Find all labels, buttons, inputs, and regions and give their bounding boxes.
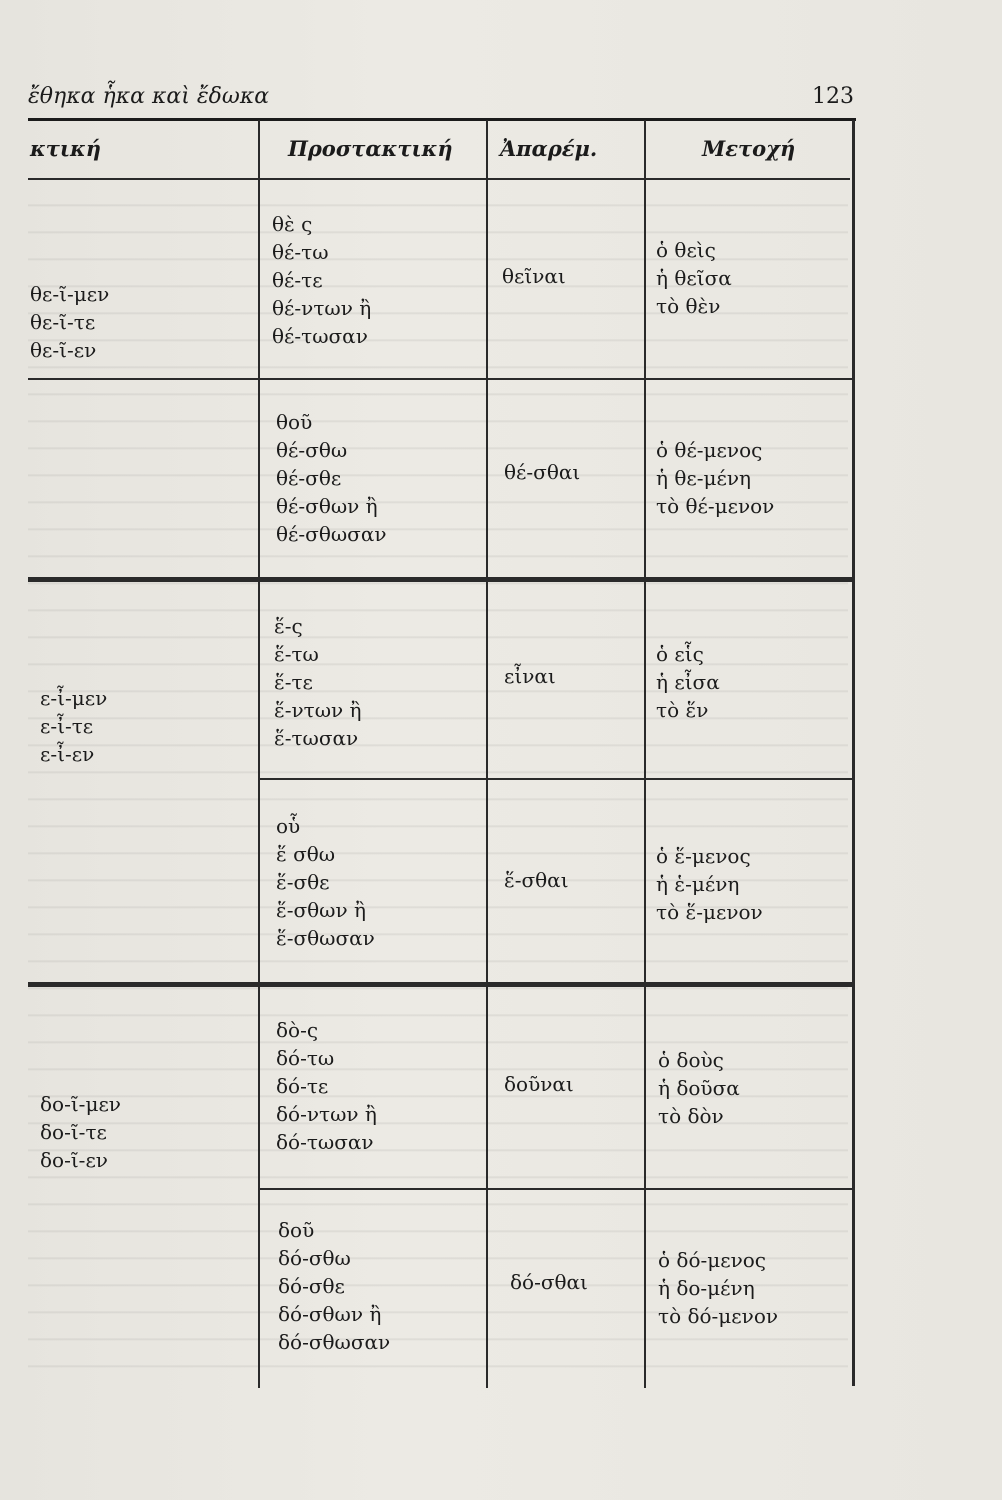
form: ἕ-ντων ἢ [274, 698, 362, 722]
form: ἕ-ς [274, 614, 303, 638]
running-header [28, 84, 854, 116]
right-border [852, 120, 855, 1386]
form: ε-ἶ-μεν [40, 686, 108, 710]
form: τὸ θὲν [656, 294, 721, 318]
col-divider-1 [258, 120, 260, 1388]
form: ἡ θεῖσα [656, 266, 732, 290]
form: ε-ἶ-εν [40, 742, 95, 766]
bleed-through-texture [28, 180, 848, 1380]
form: θε-ῖ-εν [30, 338, 97, 362]
participle-delta-middle [658, 1246, 778, 1330]
imperative-theta-middle [276, 408, 386, 548]
participle-epsilon-middle [656, 842, 763, 926]
top-rule [28, 118, 856, 121]
form: θέ-τω [272, 240, 329, 264]
form: θὲ ς [272, 212, 313, 236]
form: θε-ῖ-τε [30, 310, 96, 334]
section-line-4-thick [28, 982, 854, 987]
form: ἕ-σθωσαν [276, 926, 375, 950]
optative-theta [30, 280, 109, 364]
section-line-5 [260, 1188, 854, 1190]
form: τὸ δὸν [658, 1104, 724, 1128]
infinitive-theta-middle: θέ-σθαι [504, 460, 581, 484]
infinitive-epsilon-active: εἶναι [504, 664, 556, 688]
form: ἡ δοῦσα [658, 1076, 740, 1100]
form: ἕ-τε [274, 670, 313, 694]
form: ὁ δό-μενος [658, 1248, 766, 1272]
form: θε-ῖ-μεν [30, 282, 110, 306]
optative-delta [40, 1090, 121, 1174]
form: ἕ σθω [276, 842, 336, 866]
imperative-epsilon-middle [276, 812, 375, 952]
imperative-theta-active [272, 210, 371, 350]
form: ἡ δο-μένη [658, 1276, 755, 1300]
form: ὁ εἷς [656, 642, 704, 666]
form: ὁ θέ-μενος [656, 438, 763, 462]
header-title: ἔθηκα ἧκα καὶ ἔδωκα [28, 84, 270, 109]
form: ἡ ἑ-μένη [656, 872, 740, 896]
form: δό-σθων ἢ [278, 1302, 382, 1326]
optative-epsilon [40, 684, 107, 768]
form: ἡ εἶσα [656, 670, 720, 694]
form: δο-ῖ-εν [40, 1148, 108, 1172]
col-head-infinitive: Ἀπαρέμ. [500, 136, 598, 161]
section-line-1 [28, 378, 854, 380]
form: ε-ἶ-τε [40, 714, 94, 738]
page-number: 123 [812, 84, 854, 109]
imperative-delta-middle [278, 1216, 390, 1356]
form: τὸ δό-μενον [658, 1304, 779, 1328]
participle-theta-active [656, 236, 732, 320]
form: ὁ δοὺς [658, 1048, 724, 1072]
col-head-participle: Μετοχή [702, 136, 796, 161]
col-head-imperative: Προστακτική [288, 136, 453, 161]
form: δό-τωσαν [276, 1130, 374, 1154]
form: δό-σθωσαν [278, 1330, 391, 1354]
participle-epsilon-active [656, 640, 720, 724]
form: δὸ-ς [276, 1018, 319, 1042]
form: ὁ θεὶς [656, 238, 716, 262]
form: θέ-τωσαν [272, 324, 368, 348]
form: θέ-ντων ἢ [272, 296, 372, 320]
header-underline [28, 178, 850, 180]
form: ἕ-τωσαν [274, 726, 359, 750]
form: ἕ-σθε [276, 870, 330, 894]
form: δοῦ [278, 1218, 315, 1242]
col-divider-2 [486, 120, 488, 1388]
form: ἕ-σθων ἢ [276, 898, 366, 922]
form: δό-σθε [278, 1274, 345, 1298]
form: ὁ ἕ-μενος [656, 844, 751, 868]
section-line-3 [260, 778, 854, 780]
form: δό-σθω [278, 1246, 351, 1270]
form: θέ-σθωσαν [276, 522, 387, 546]
form: θέ-τε [272, 268, 323, 292]
form: τὸ ἕ-μενον [656, 900, 763, 924]
participle-theta-middle [656, 436, 774, 520]
form: θέ-σθε [276, 466, 342, 490]
infinitive-epsilon-middle: ἕ-σθαι [504, 868, 569, 892]
form: ἕ-τω [274, 642, 319, 666]
form: τὸ θέ-μενον [656, 494, 775, 518]
form: οὗ [276, 814, 301, 838]
form: ἡ θε-μένη [656, 466, 751, 490]
form: δό-ντων ἢ [276, 1102, 377, 1126]
infinitive-theta-active: θεῖναι [502, 264, 566, 288]
imperative-epsilon-active [274, 612, 362, 752]
form: θοῦ [276, 410, 313, 434]
infinitive-delta-active: δοῦναι [504, 1072, 574, 1096]
form: θέ-σθω [276, 438, 348, 462]
form: δο-ῖ-μεν [40, 1092, 121, 1116]
col-divider-3 [644, 120, 646, 1388]
form: δό-τε [276, 1074, 329, 1098]
form: δό-τω [276, 1046, 335, 1070]
infinitive-delta-middle: δό-σθαι [510, 1270, 588, 1294]
form: τὸ ἕν [656, 698, 709, 722]
form: δο-ῖ-τε [40, 1120, 107, 1144]
participle-delta-active [658, 1046, 740, 1130]
imperative-delta-active [276, 1016, 377, 1156]
col-head-optative: κτική [30, 136, 102, 161]
section-line-2-thick [28, 577, 854, 582]
form: θέ-σθων ἢ [276, 494, 378, 518]
